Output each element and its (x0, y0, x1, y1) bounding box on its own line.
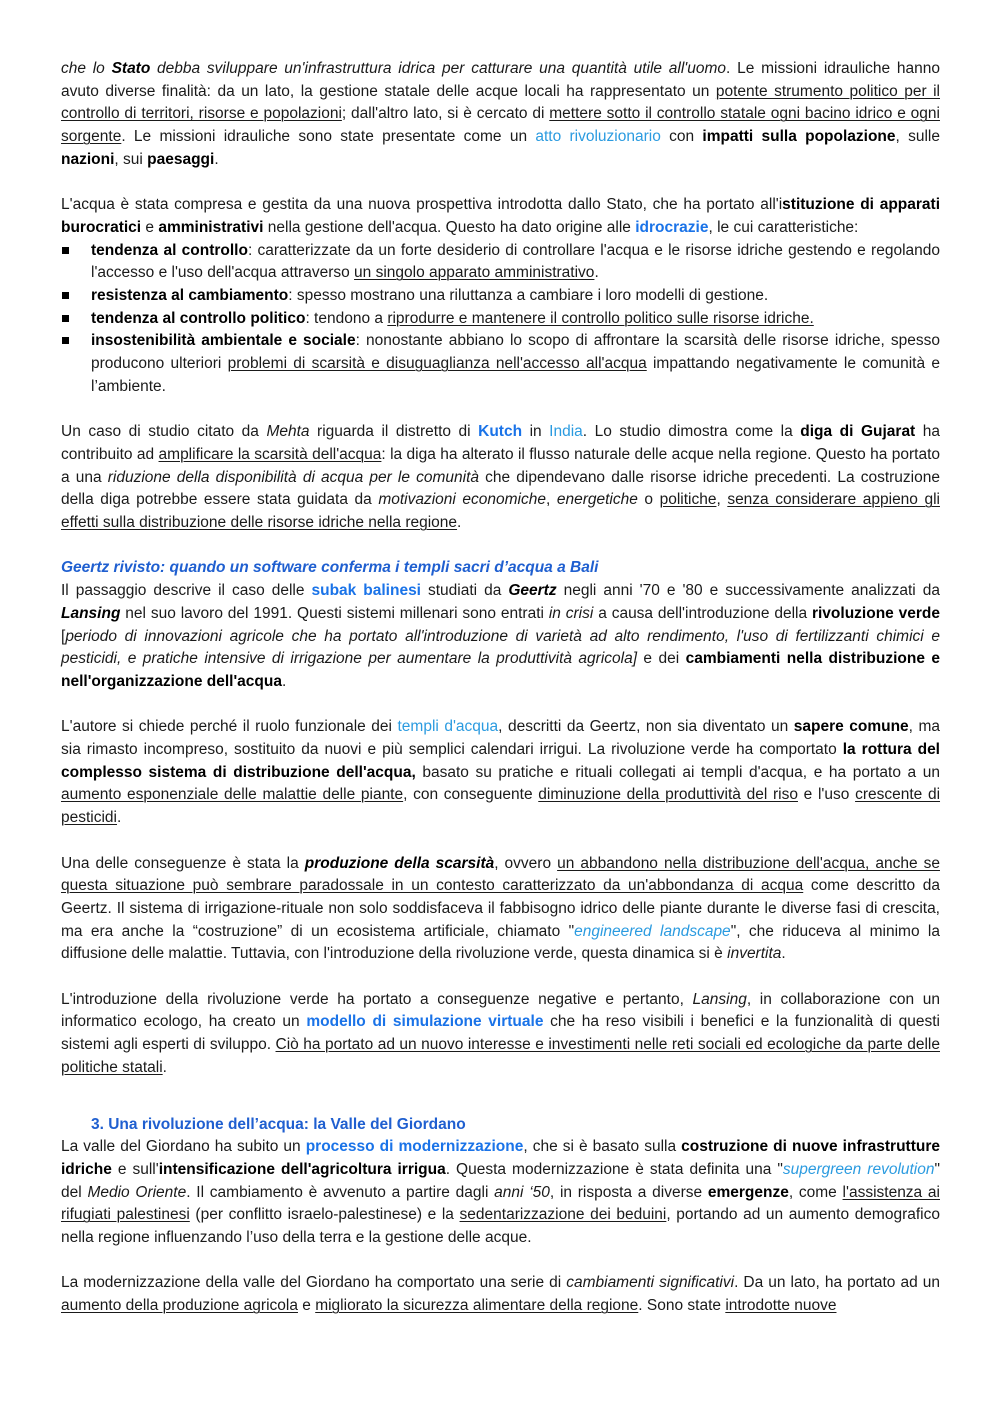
paragraph-hydraulic-missions: che lo Stato debba sviluppare un'infrastruttura idrica per catturare una quantità utile all'uomo. Le missioni idrauliche hanno avuto diverse finalità: da un lato, la gestione statale delle acque locali ha rappresentato un potente strumento politico per il controllo di territori, risorse e popolazioni; dall'altro lato, si è cercato di mettere sotto il controllo statale ogni bacino idrico e ogni sorgente. Le missioni idrauliche sono state presentate come un atto rivoluzionario con impatti sulla popolazione, sulle nazioni, sui paesaggi. (61, 60, 941, 168)
list-item: tendenza al controllo: caratterizzate da un forte desiderio di controllare l'acqua e le risorse idriche gestendo e regolando l'accesso e l'uso dell'acqua attraverso un singolo apparato amministrativo. (61, 240, 940, 285)
list-item: tendenza al controllo politico: tendono a riprodurre e mantenere il controllo politico sulle risorse idriche. (61, 308, 940, 331)
paragraph-hydrocracies: L'acqua è stata compresa e gestita da una nuova prospettiva introdotta dallo Stato, che ha portato all'istituzione di apparati burocratici e amministrativi nella gestione dell'acqua. Questo ha dato origine alle idrocrazie, le cui caratteristiche: (61, 196, 940, 236)
section-heading-geertz: Geertz rivisto: quando un software conferma i templi sacri d’acqua a Bali (61, 559, 599, 577)
paragraph-kutch-case-study: Un caso di studio citato da Mehta riguarda il distretto di Kutch in India. Lo studio dimostra come la diga di Gujarat ha contribuito ad amplificare la scarsità dell'acqua: la diga ha alterato il flusso naturale delle acque nella regione. Questo ha portato a una riduzione della disponibilità di acqua per le comunità che dipendevano dalle risorse idriche precedenti. La costruzione della diga potrebbe essere stata guidata da motivazioni economiche, energetiche o politiche, senza considerare appieno gli effetti sulla distribuzione delle risorse idriche nella regione. (61, 423, 941, 532)
paragraph-simulation-model: L'introduzione della rivoluzione verde ha portato a conseguenze negative e pertanto, Lansing, in collaborazione con un informatico ecologo, ha creato un modello di simulazione virtuale che ha reso visibili i benefici e la funzionalità di questi sistemi agli esperti di sviluppo. Ciò ha portato ad un nuovo interesse e investimenti nelle reti sociali ed ecologiche da parte delle politiche statali. (61, 990, 940, 1076)
paragraph-jordan-changes: La modernizzazione della valle del Giordano ha comportato una serie di cambiamenti significativi. Da un lato, ha portato ad un aumento della produzione agricola e migliorato la sicurezza alimentare della regione. Sono state introdotte nuove (61, 1274, 940, 1315)
list-item: insostenibilità ambientale e sociale: nonostante abbiano lo scopo di affrontare la scarsità delle risorse idriche, spesso producono ulteriori problemi di scarsità e disuguaglianza nell'accesso all'acqua impattando negativamente le comunità e l’ambiente. (61, 330, 940, 398)
paragraph-water-temples: L'autore si chiede perché il ruolo funzionale dei templi d'acqua, descritti da Geertz, non sia diventato un sapere comune, ma sia rimasto incompreso, sostituito da nuovi e più semplici calendari irrigui. La rivoluzione verde ha comportato la rottura del complesso sistema di distribuzione dell'acqua, basato su pratiche e rituali collegati ai templi d'acqua, e ha portato a un aumento esponenziale delle malattie delle piante, con conseguente diminuzione della produttività del riso e l'uso crescente di pesticidi. (61, 718, 941, 827)
list-item: resistenza al cambiamento: spesso mostrano una riluttanza a cambiare i loro modelli di gestione. (61, 285, 940, 308)
paragraph-scarcity-production: Una delle conseguenze è stata la produzione della scarsità, ovvero un abbandono nella distribuzione dell'acqua, anche se questa situazione può sembrare paradossale in un contesto caratterizzato da un'abbondanza di acqua come descritto da Geertz. Il sistema di irrigazione-rituale non solo soddisfaceva il fabbisogno idrico delle piante durante le diverse fasi di crescita, ma era anche la “costruzione” di un ecosistema artificiale, chiamato "engineered landscape", che riduceva al minimo la diffusione delle malattie. Tuttavia, con l'introduzione della rivoluzione verde, questa dinamica si è invertita. (61, 854, 940, 963)
document-page (61, 58, 940, 1318)
hydrocracy-characteristics-list (61, 240, 940, 399)
section-heading-jordan-valley: 3. Una rivoluzione dell’acqua: la Valle del Giordano (91, 1115, 466, 1133)
paragraph-subak: Il passaggio descrive il caso delle subak balinesi studiati da Geertz negli anni '70 e '80 e successivamente analizzati da Lansing nel suo lavoro del 1991. Questi sistemi millenari sono entrati in crisi a causa dell'introduzione della rivoluzione verde [periodo di innovazioni agricole che ha portato all'introduzione di varietà ad alto rendimento, l'uso di fertilizzanti chimici e pesticidi, e pratiche intensive di irrigazione per aumentare la produttività agricola] e dei cambiamenti nella distribuzione e nell'organizzazione dell'acqua. (61, 582, 941, 690)
paragraph-jordan-modernization: La valle del Giordano ha subito un processo di modernizzazione, che si è basato sulla costruzione di nuove infrastrutture idriche e sull'intensificazione dell'agricoltura irrigua. Questa modernizzazione è stata definita una "supergreen revolution" del Medio Oriente. Il cambiamento è avvenuto a partire dagli anni ‘50, in risposta a diverse emergenze, come l'assistenza ai rifugiati palestinesi (per conflitto israelo-palestinese) e la sedentarizzazione dei beduini, portando ad un aumento demografico nella regione influenzando l’uso della terra e la gestione delle acque. (61, 1138, 941, 1247)
